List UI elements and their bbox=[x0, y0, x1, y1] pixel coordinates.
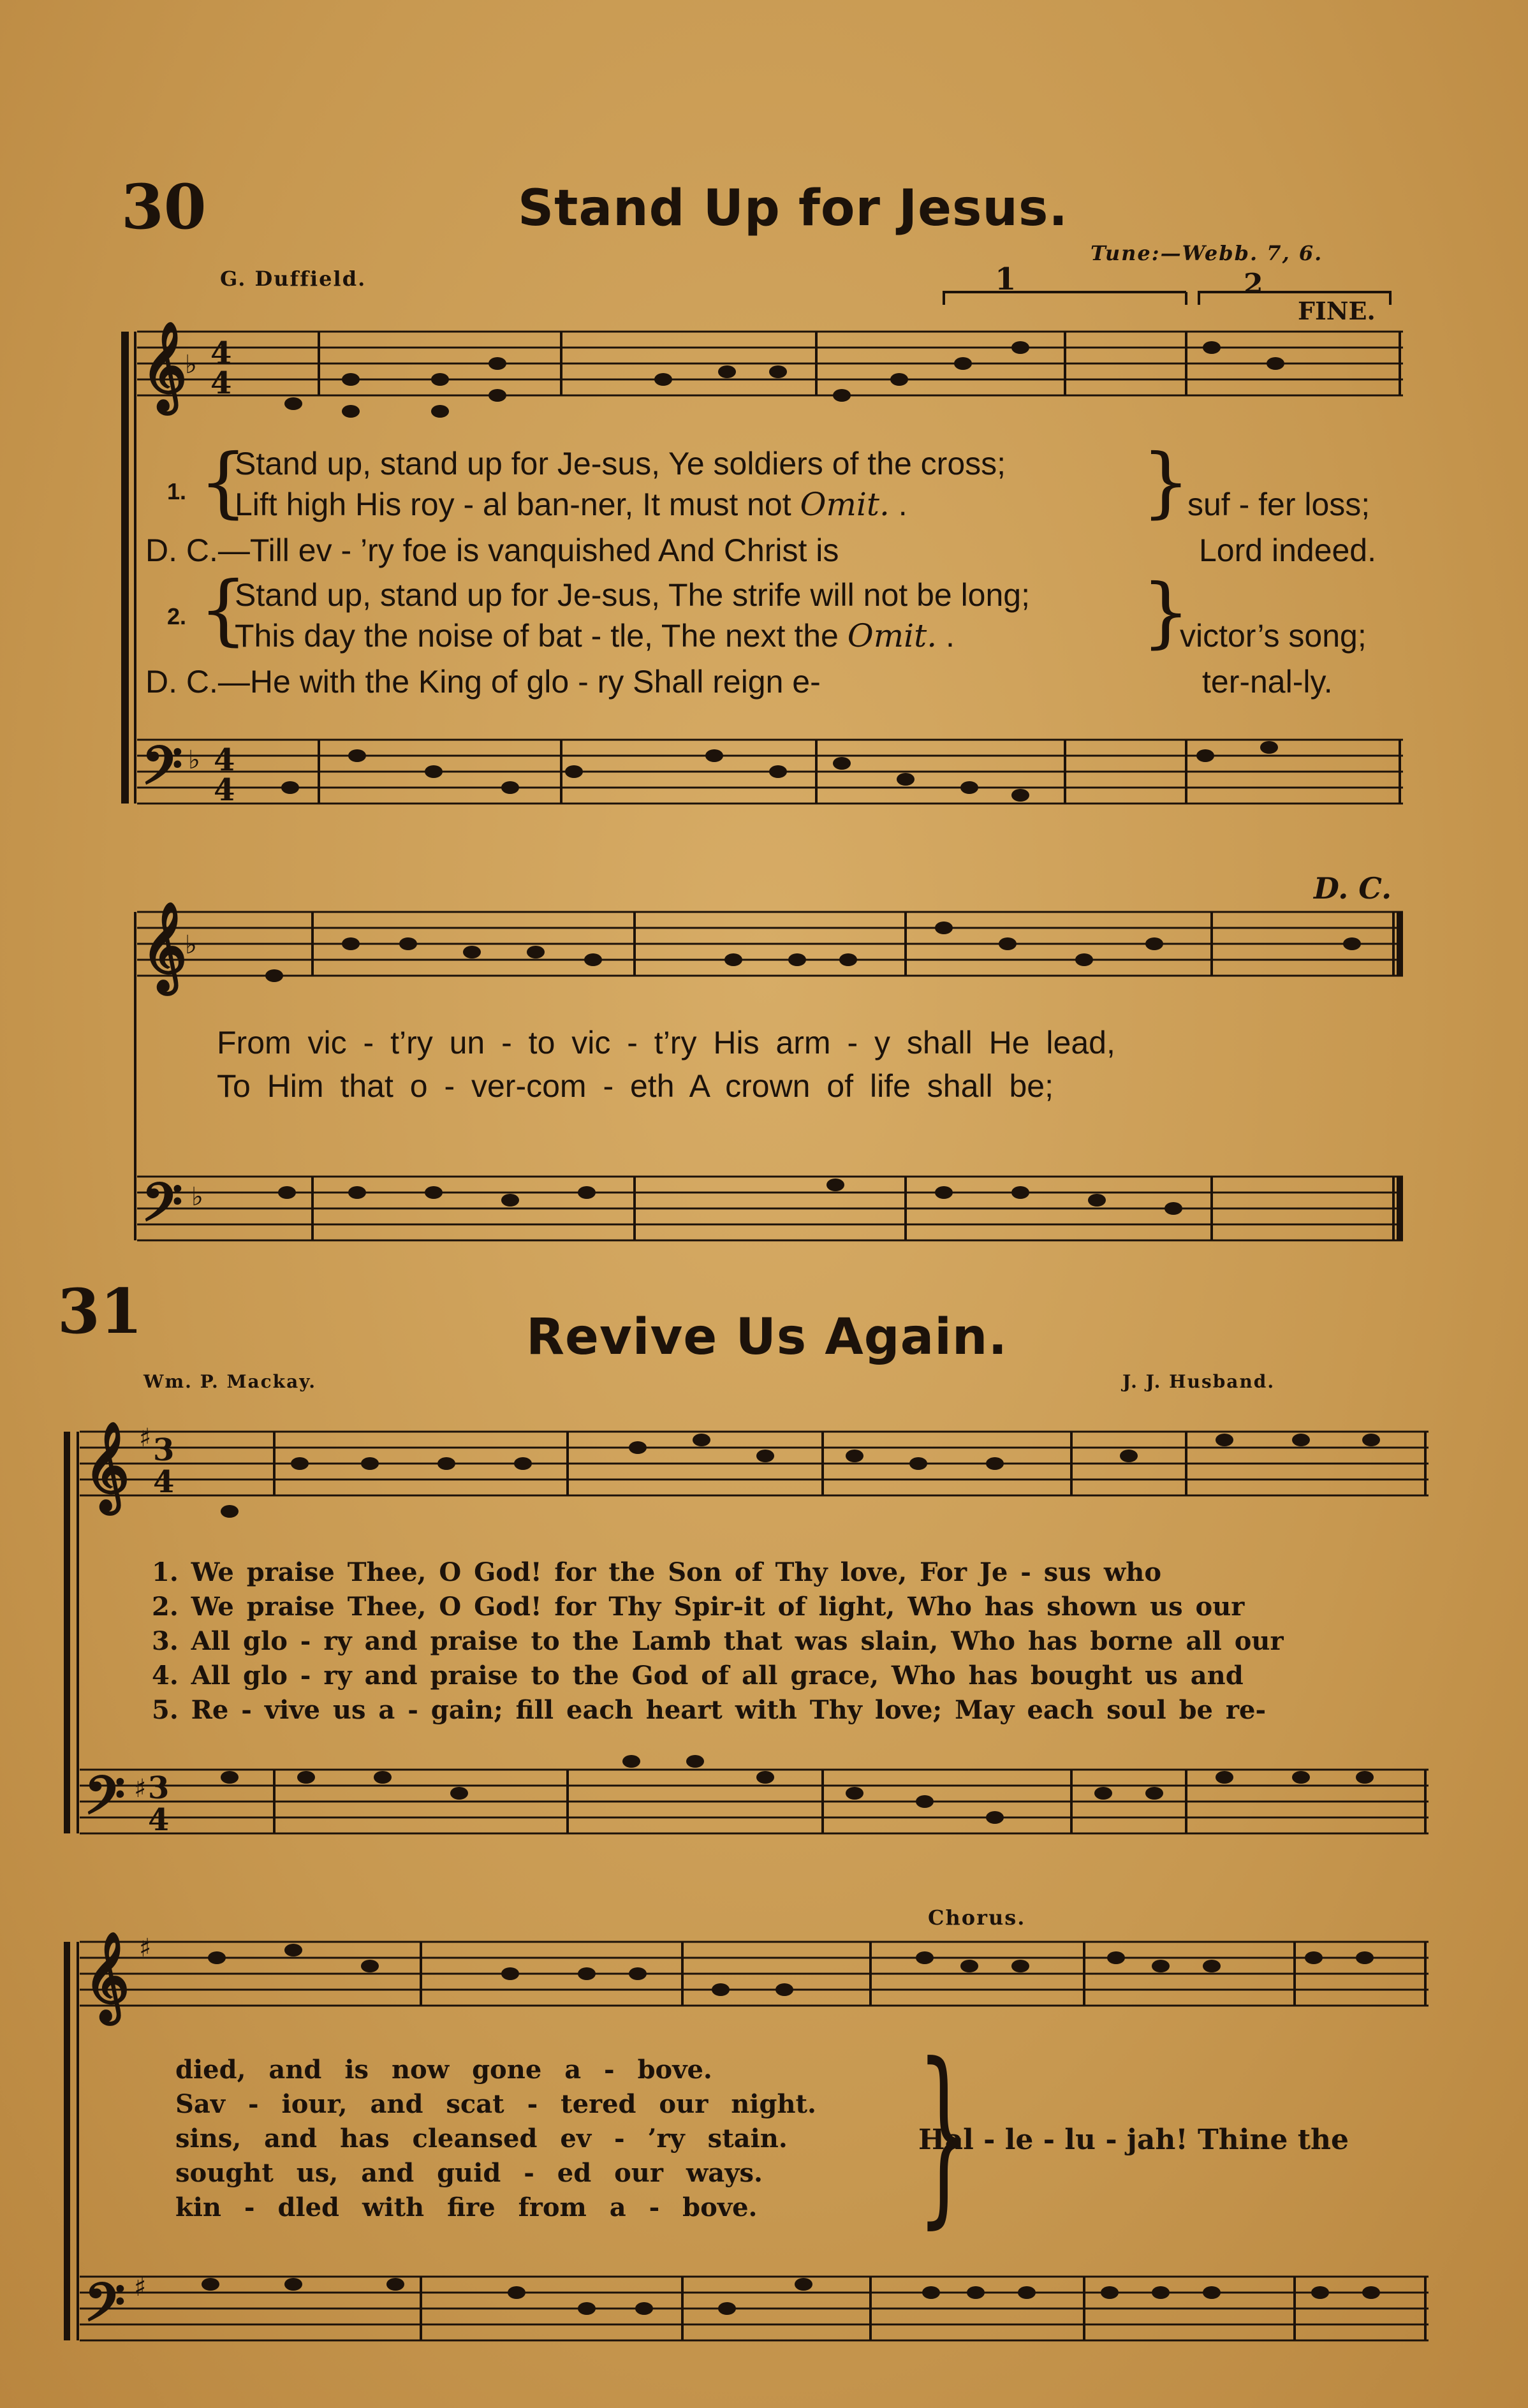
verse2-line1: Stand up, stand up for Je-sus, The strife will not be long; bbox=[235, 577, 1030, 613]
brace-verse2-right: } bbox=[1142, 568, 1191, 657]
svg-text:♭: ♭ bbox=[185, 349, 197, 379]
ending-4-line: sought us, and guid - ed our ways. bbox=[175, 2158, 763, 2188]
svg-text:4: 4 bbox=[153, 1464, 175, 1500]
ending-5-line: kin - dled with fire from a - bove. bbox=[175, 2192, 758, 2222]
ending-2-line: Sav - iour, and scat - tered our night. bbox=[175, 2089, 816, 2119]
dc-line2-end: ter-nal-ly. bbox=[1202, 664, 1333, 700]
brace-verse2: { bbox=[199, 566, 248, 654]
svg-text:4: 4 bbox=[214, 742, 235, 778]
svg-text:♭: ♭ bbox=[188, 745, 200, 775]
verse1-end: suf - fer loss; bbox=[1187, 487, 1370, 522]
omit-mark: Omit. bbox=[800, 486, 890, 523]
verse1-label: 1. bbox=[167, 478, 187, 504]
lower-line2: To Him that o - ver-com - eth A crown of life shall be; bbox=[217, 1068, 1054, 1104]
omit-mark-2: Omit. bbox=[847, 617, 937, 654]
dc-marker: D. C. bbox=[1314, 871, 1392, 906]
hymn-author: G. Duffield. bbox=[220, 267, 367, 291]
verse1-line2: Lift high His roy - al ban-ner, It must not Omit. . bbox=[235, 486, 907, 523]
ending-1-label: 1 bbox=[995, 261, 1017, 297]
hymn-author-31: Wm. P. Mackay. bbox=[143, 1371, 317, 1392]
hymn-title-31: Revive Us Again. bbox=[526, 1309, 1008, 1366]
svg-text:4: 4 bbox=[214, 772, 235, 808]
svg-text:𝄞: 𝄞 bbox=[142, 901, 187, 991]
verse-3-line: 3. All glo - ry and praise to the Lamb that was slain, Who has borne all our bbox=[152, 1626, 1284, 1656]
fine-label: FINE. bbox=[1298, 297, 1376, 325]
staff-31-treble-2 bbox=[80, 1942, 1429, 2006]
dc-line1-end: Lord indeed. bbox=[1199, 532, 1377, 568]
verse2-line2-text: This day the noise of bat - tle, The next the bbox=[235, 618, 839, 654]
verse-4-line: 4. All glo - ry and praise to the God of all grace, Who has bought us and bbox=[152, 1661, 1244, 1691]
svg-text:3: 3 bbox=[148, 1770, 170, 1806]
svg-text:♯: ♯ bbox=[134, 1773, 147, 1803]
ending-3-line: sins, and has cleansed ev - ’ry stain. bbox=[175, 2124, 788, 2154]
hymn-number: 30 bbox=[121, 171, 207, 243]
svg-text:3: 3 bbox=[153, 1432, 175, 1468]
svg-text:𝄢: 𝄢 bbox=[142, 734, 183, 809]
svg-text:𝄢: 𝄢 bbox=[84, 2271, 126, 2346]
svg-text:4: 4 bbox=[210, 365, 232, 401]
brace-verse1: { bbox=[199, 438, 248, 527]
dc-line1: D. C.—Till ev - ’ry foe is vanquished And Christ is bbox=[145, 532, 839, 568]
svg-text:♭: ♭ bbox=[191, 1182, 203, 1212]
brace-verse1-right: } bbox=[1142, 438, 1191, 527]
svg-text:𝄢: 𝄢 bbox=[84, 1764, 126, 1839]
lower-line1: From vic - t’ry un - to vic - t’ry His arm - y shall He lead, bbox=[217, 1025, 1115, 1061]
svg-text:𝄞: 𝄞 bbox=[84, 1421, 129, 1511]
chorus-brace: } bbox=[916, 2023, 972, 2245]
svg-text:♯: ♯ bbox=[139, 1423, 152, 1453]
verse1-line1: Stand up, stand up for Je-sus, Ye soldiers of the cross; bbox=[235, 446, 1006, 481]
verse-1-line: 1. We praise Thee, O God! for the Son of Thy love, For Je - sus who bbox=[152, 1557, 1162, 1587]
hymn-composer-31: J. J. Husband. bbox=[1122, 1371, 1275, 1392]
svg-text:4: 4 bbox=[210, 335, 232, 371]
svg-text:♭: ♭ bbox=[185, 930, 197, 960]
staff-30-treble-2 bbox=[137, 912, 1403, 976]
chorus-label: Chorus. bbox=[928, 1905, 1026, 1930]
svg-text:♯: ♯ bbox=[139, 1933, 152, 1963]
svg-text:♯: ♯ bbox=[134, 2272, 147, 2302]
ending-1-line: died, and is now gone a - bove. bbox=[175, 2055, 712, 2085]
staff-30-bass-2 bbox=[137, 1177, 1403, 1240]
svg-text:𝄢: 𝄢 bbox=[142, 1171, 183, 1246]
verse-5-line: 5. Re - vive us a - gain; fill each heart with Thy love; May each soul be re- bbox=[152, 1695, 1267, 1725]
svg-text:𝄞: 𝄞 bbox=[84, 1931, 129, 2021]
staff-30-treble-1 bbox=[137, 332, 1403, 395]
verse2-line2: This day the noise of bat - tle, The next the Omit. . bbox=[235, 617, 955, 654]
hymn-tune: Tune:—Webb. 7, 6. bbox=[1091, 241, 1323, 265]
verse2-label: 2. bbox=[167, 603, 187, 629]
hymn-title: Stand Up for Jesus. bbox=[518, 180, 1069, 237]
chorus-text: Hal - le - lu - jah! Thine the bbox=[918, 2124, 1349, 2156]
verse-2-line: 2. We praise Thee, O God! for Thy Spir-it of light, Who has shown us our bbox=[152, 1592, 1245, 1622]
verse2-end: victor’s song; bbox=[1180, 618, 1367, 654]
ending-2-label: 2 bbox=[1244, 268, 1263, 300]
svg-text:4: 4 bbox=[148, 1802, 170, 1838]
hymn-number-31: 31 bbox=[57, 1275, 143, 1347]
svg-text:𝄞: 𝄞 bbox=[142, 321, 187, 411]
staff-31-bass-2 bbox=[80, 2277, 1429, 2340]
dc-line2: D. C.—He with the King of glo - ry Shall reign e- bbox=[145, 664, 821, 700]
verse1-line2-text: Lift high His roy - al ban-ner, It must not bbox=[235, 487, 791, 522]
